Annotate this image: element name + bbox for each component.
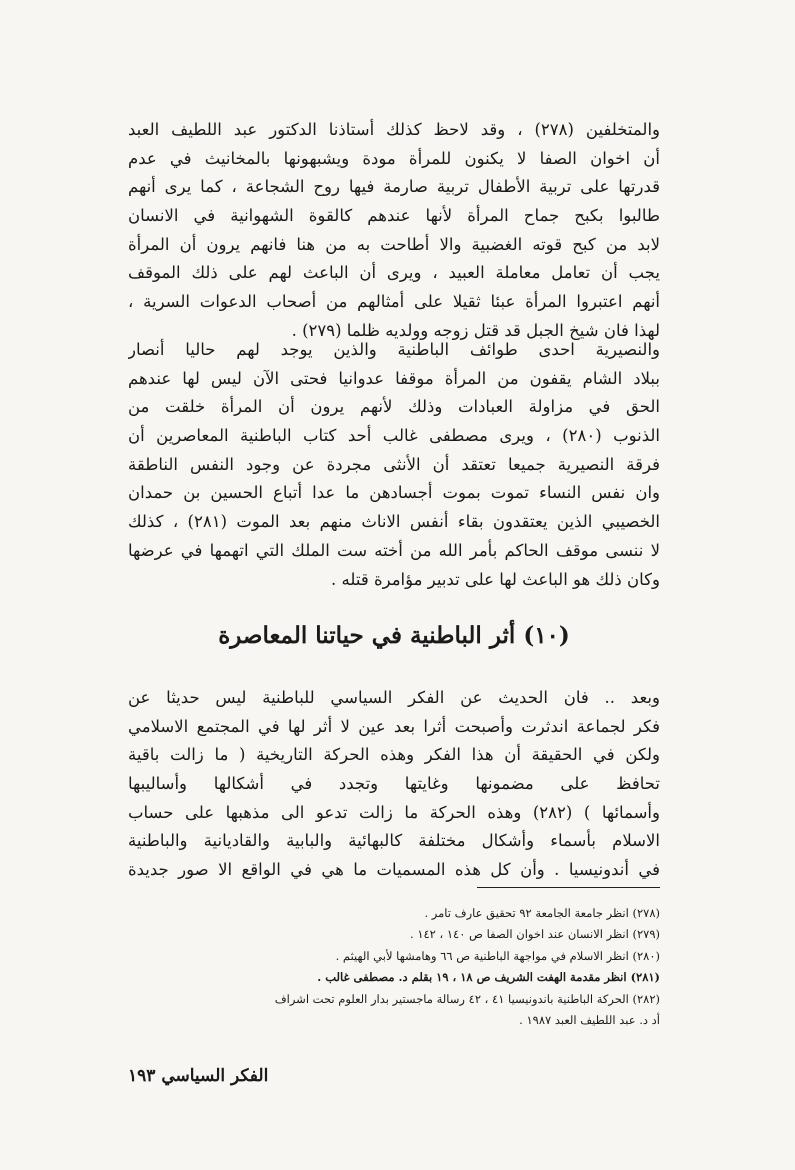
text-line: ولكن في الحقيقة أن هذا الفكر وهذه الحركة التاريخية ( ما زالت باقية bbox=[128, 745, 660, 765]
footnote: (٢٨٢) الحركة الباطنية باندونيسيا ٤١ ، ٤٢ رسالة ماجستير بدار العلوم تحت اشراف bbox=[274, 991, 660, 1006]
paragraph-2 bbox=[128, 336, 660, 594]
section-heading: (١٠) أثر الباطنية في حياتنا المعاصرة bbox=[218, 622, 570, 649]
footnote: أد د. عبد اللطيف العبد ١٩٨٧ . bbox=[519, 1012, 660, 1027]
running-title: الفكر السياسي bbox=[161, 1066, 269, 1086]
footnotes bbox=[128, 903, 660, 1031]
text-line: طالبوا بكبح جماح المرأة لأنها عندهم كالقوة الشهوانية في الانسان bbox=[128, 206, 660, 226]
text-line: وبعد .. فان الحديث عن الفكر السياسي للباطنية ليس حديثا عن bbox=[128, 688, 660, 707]
text-line: قدرتها على تربية الأطفال تربية صارمة فيها روح الشجاعة ، كما يرى أنهم bbox=[128, 177, 660, 197]
page-footer bbox=[128, 1066, 388, 1086]
text-line: أن اخوان الصفا لا يكنون للمرأة مودة ويشبهونها بالمخانيث في عدم bbox=[128, 148, 660, 168]
text-line: فكر لجماعة اندثرت وأصبحت أثرا بعد عين لا أثر لها في المجتمع الاسلامي bbox=[128, 716, 660, 736]
text-line: وكان ذلك هو الباعث لها على تدبير مؤامرة قتله . bbox=[331, 569, 660, 589]
footnote: (٢٧٨) انظر جامعة الجامعة ٩٢ تحقيق عارف تامر . bbox=[424, 906, 660, 920]
text-line: لا ننسى موقف الحاكم بأمر الله من أخته ست الملك التي اتهمها في عرضها bbox=[128, 540, 660, 560]
footnote: (٢٨١) انظر مقدمة الهفت الشريف ص ١٨ ، ١٩ بقلم د. مصطفى غالب . bbox=[317, 970, 660, 985]
text-line: الاسلام بأسماء وأشكال مختلفة كالبهائية والبابية والقاديانية والباطنية bbox=[128, 831, 660, 851]
footnote-divider bbox=[477, 887, 660, 888]
text-line: في أندونيسيا . وأن كل هذه المسميات ما هي في الواقع الا صور جديدة bbox=[128, 860, 660, 880]
page-number: ١٩٣ bbox=[128, 1066, 156, 1086]
text-line: ببلاد الشام يقفون من المرأة موقفا عدوانيا فحتى الآن ليس لها عندهم bbox=[128, 368, 660, 388]
footnote: (٢٨٠) انظر الاسلام في مواجهة الباطنية ص ٦٦ وهامشها لأبي الهيثم . bbox=[335, 948, 660, 963]
text-line: يجب أن تعامل معاملة العبيد ، ويرى أن الباعث لهم على ذلك الموقف bbox=[128, 263, 660, 283]
text-line: فرقة النصيرية جميعا تعتقد أن الأنثى مجردة عن وجود النفس الناطقة bbox=[128, 454, 660, 474]
text-line: والنصيرية احدى طوائف الباطنية والذين يوجد لهم حاليا أنصار bbox=[128, 340, 660, 359]
text-line: الحق في مزاولة العبادات وذلك لأنهم يرون أن المرأة خلقت من bbox=[128, 397, 660, 417]
footnote: (٢٧٩) انظر الانسان عند اخوان الصفا ص ١٤٠ ، ١٤٢ . bbox=[410, 927, 660, 942]
text-line: وأسمائها ) (٢٨٢) وهذه الحركة ما زالت تدعو الى مذهبها على حساب bbox=[128, 802, 660, 822]
text-line: الذنوب (٢٨٠) ، ويرى مصطفى غالب أحد كتاب الباطنية المعاصرين أن bbox=[128, 426, 660, 446]
text-line: تحافظ على مضمونها وغايتها وتجدد في أشكالها وأساليبها bbox=[128, 774, 660, 794]
text-line: أنهم اعتبروا المرأة عبئا ثقيلا على أمثالهم من أصحاب الدعوات السرية ، bbox=[128, 292, 660, 312]
text-line: لهذا فان شيخ الجبل قد قتل زوجه وولديه ظلما (٢٧٩) . bbox=[291, 320, 660, 340]
text-line: والمتخلفين (٢٧٨) ، وقد لاحظ كذلك أستاذنا الدكتور عبد اللطيف العبد bbox=[128, 120, 660, 139]
paragraph-1 bbox=[128, 116, 660, 346]
text-line: الخصيبي الذين يعتقدون بقاء أنفس الاناث منهم بعد الموت (٢٨١) ، كذلك bbox=[128, 512, 660, 532]
text-line: وان نفس النساء تموت بموت أجسادهن ما عدا أتباع الحسين بن حمدان bbox=[128, 483, 660, 503]
paragraph-3 bbox=[128, 684, 660, 885]
text-line: لابد من كبح قوته الغضبية والا أطاحت به من هنا فانهم يرون أن المرأة bbox=[128, 234, 660, 254]
